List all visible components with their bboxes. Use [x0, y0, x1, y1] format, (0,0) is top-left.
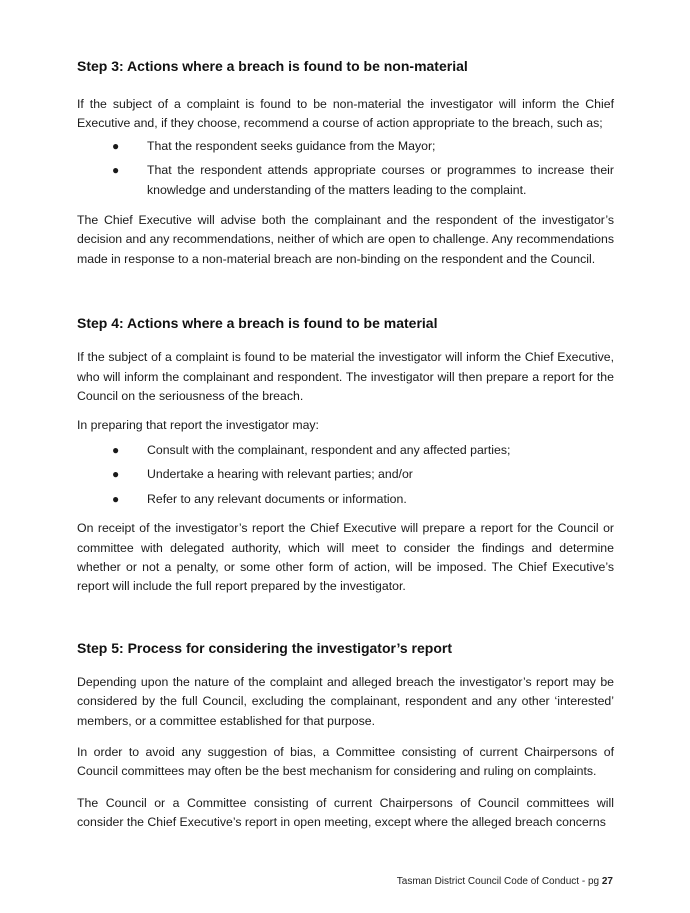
bullet-icon: ●	[112, 442, 120, 457]
page-footer	[397, 876, 613, 887]
bullet-icon: ●	[112, 163, 120, 178]
step4-lead: In preparing that report the investigator may:	[77, 418, 319, 433]
list-item: ● Refer to any relevant documents or information.	[77, 490, 614, 509]
step4-intro: If the subject of a complaint is found to be material the investigator will inform the Chief Executive, who will inform the complainant and respondent. The investigator will then prepare a report for the Council on the seriousness of the breach.	[77, 350, 614, 404]
step3-bullet-list	[77, 137, 614, 200]
page-content	[77, 58, 614, 833]
step4-heading: Step 4: Actions where a breach is found to be material	[77, 315, 438, 332]
bullet-icon: ●	[112, 138, 120, 153]
step3-intro: If the subject of a complaint is found to be non-material the investigator will inform the Chief Executive and, if they choose, recommend a course of action appropriate to the breach, such as;	[77, 97, 614, 131]
bullet-icon: ●	[112, 491, 120, 506]
bullet-icon: ●	[112, 467, 120, 482]
step3-heading: Step 3: Actions where a breach is found to be non-material	[77, 58, 468, 74]
list-item: ● That the respondent attends appropriate courses or programmes to increase their knowledge and understanding of the matters leading to the complaint.	[112, 163, 614, 197]
list-item: ● Undertake a hearing with relevant parties; and/or	[77, 465, 614, 484]
step3-paragraph: The Chief Executive will advise both the complainant and the respondent of the investigator’s decision and any recommendations, neither of which are open to challenge. Any recommendations made in response to a non-material breach are non-binding on the respondent and the Council.	[77, 213, 614, 266]
step4-bullet-list	[77, 441, 614, 509]
page-number: 27	[601, 876, 613, 887]
list-item: ● Consult with the complainant, respondent and any affected parties;	[77, 441, 614, 460]
step5-paragraph-3: The Council or a Committee consisting of current Chairpersons of Council committees will consider the Chief Executive’s report in open meeting, except where the alleged breach concerns	[77, 795, 614, 830]
step5-paragraph-2: In order to avoid any suggestion of bias, a Committee consisting of current Chairpersons of Council committees may often be the best mechanism for considering and ruling on complaints.	[77, 744, 614, 779]
footer-text: Tasman District Council Code of Conduct - pg	[396, 876, 600, 887]
step4-paragraph: On receipt of the investigator’s report the Chief Executive will prepare a report for the Council or committee with delegated authority, which will meet to consider the findings and determine whether or not a penalty, or some other form of action, will be imposed. The Chief Executive’s report will include the full report prepared by the investigator.	[77, 521, 614, 594]
step5-heading: Step 5: Process for considering the investigator’s report	[77, 639, 452, 656]
step5-paragraph-1: Depending upon the nature of the complaint and alleged breach the investigator’s report may be considered by the full Council, excluding the complainant, respondent and any other ‘interested’ members, or a committee established for that purpose.	[77, 674, 614, 728]
list-item: ● That the respondent seeks guidance from the Mayor;	[77, 137, 614, 156]
